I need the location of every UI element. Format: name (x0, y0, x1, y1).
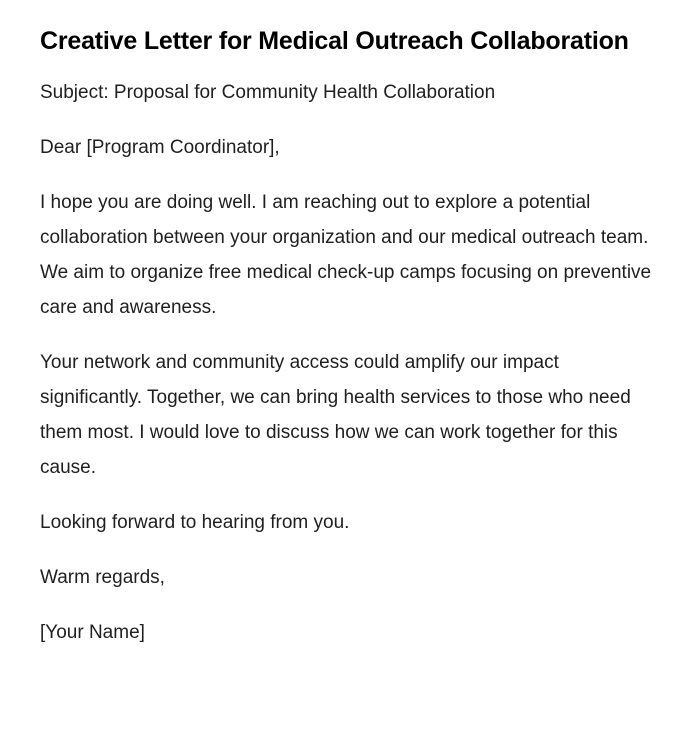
letter-sign-off: Warm regards, (40, 567, 165, 588)
letter-paragraph-impact: Your network and community access could amplify our impact significantly. Together, we can bring health services to those who need them most. I would love to discuss how we can work together for this cause. (40, 352, 631, 478)
letter-closing-line: Looking forward to hearing from you. (40, 512, 350, 533)
letter-subject: Subject: Proposal for Community Health Collaboration (40, 82, 496, 103)
letter-paragraph-intro: I hope you are doing well. I am reaching out to explore a potential collaboration between your organization and our medical outreach team. We aim to organize free medical check-up camps focusing on preventive care and awareness. (40, 192, 652, 318)
letter-salutation: Dear [Program Coordinator], (40, 137, 280, 158)
letter-document (40, 20, 660, 650)
letter-signature: [Your Name] (40, 622, 145, 643)
letter-title: Creative Letter for Medical Outreach Collaboration (40, 27, 629, 55)
